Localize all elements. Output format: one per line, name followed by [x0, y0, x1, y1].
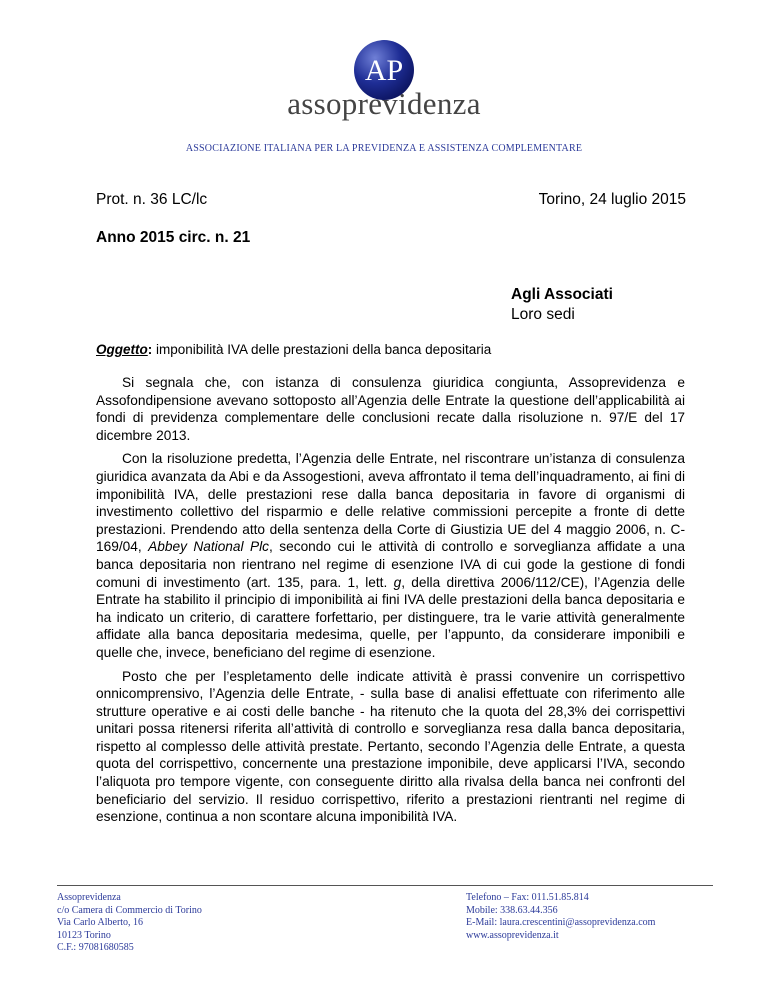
subject-colon: : — [147, 342, 153, 357]
brand-name: assoprevidenza — [287, 86, 481, 121]
subject-line — [96, 342, 491, 357]
footer-contacts — [466, 892, 655, 942]
footer-address — [57, 892, 202, 955]
logo-letters: AP — [364, 54, 404, 87]
footer-left-line: 10123 Torino — [57, 929, 111, 941]
association-name: ASSOCIAZIONE ITALIANA PER LA PREVIDENZA E ASSISTENZA COMPLEMENTARE — [185, 143, 583, 154]
footer-email-link[interactable]: E-Mail: laura.crescentini@assoprevidenza.com — [466, 917, 656, 929]
paragraph-2-text-c: , secondo cui le attività di controllo e sorveglianza affidate a una banca depositaria non rientrano nel regime di esenzione IVA di cui gode la gestione di fondi comuni di investimento (art. 135, para. 1, lett. — [96, 539, 685, 590]
paragraph-3 — [96, 668, 685, 826]
recipient-line-2: Loro sedi — [511, 306, 575, 323]
footer-divider — [57, 885, 713, 886]
paragraph-3-text: Posto che per l’espletamento delle indicate attività è prassi convenire un corrispettivo onnicomprensivo, l’Agenzia delle Entrate, - sulla base di analisi effettuate con riferimento alle strutture operative e ai costi delle banche - ha ritenuto che la quota del 28,3% dei corrispettivi unitari possa ritenersi riferita all’attività di controllo e sorveglianza resa dalla banca depositaria, rispetto al complesso delle attività prestate. Pertanto, secondo l’Agenzia delle Entrate, a questa quota del corrispettivo, concernente una prestazione imponibile, deve applicarsi l’IVA, secondo l’aliquota pro tempore vigente, con conseguente diritto alla rivalsa della banca nei confronti del beneficiario del servizio. Il residuo corrispettivo, riferito a prestazioni rientranti nel regime di esenzione, continua a non scontare alcuna imponibilità IVA. — [96, 668, 685, 825]
paragraph-1-text: Si segnala che, con istanza di consulenza giuridica congiunta, Assoprevidenza e Assofondipensione avevano sottoposto all’Agenzia delle Entrate la questione dell’applicabilità ai fondi di previdenza complementare delle conclusioni recate dalla risoluzione n. 97/E del 17 dicembre 2013. — [96, 375, 685, 443]
paragraph-2-text-e: , della direttiva 2006/112/CE), l’Agenzia delle Entrate ha stabilito il principio di imponibilità ai fini IVA delle prestazioni della banca depositaria e ha indicato un criterio, di carattere forfettario, per distinguere, tra le varie attività generalmente affidate alla banca depositaria medesima, quelle, per l’appunto, da considerare imponibili e quelle che, invece, beneficiano del regime di esenzione. — [96, 574, 685, 660]
subject-label: Oggetto — [96, 342, 148, 357]
subject-text: imponibilità IVA delle prestazioni della banca depositaria — [152, 342, 492, 357]
footer-left-line: Assoprevidenza — [57, 892, 121, 903]
footer-left-line: Via Carlo Alberto, 16 — [57, 917, 144, 929]
letter-body — [96, 374, 685, 832]
footer-website-link[interactable]: www.assoprevidenza.it — [466, 929, 559, 941]
paragraph-1 — [96, 374, 685, 444]
place-date: Torino, 24 luglio 2015 — [538, 191, 686, 208]
letter-g: g — [393, 574, 402, 590]
circular-number: Anno 2015 circ. n. 21 — [96, 229, 251, 246]
paragraph-2 — [96, 450, 685, 661]
protocol-number: Prot. n. 36 LC/lc — [96, 191, 208, 208]
footer-left-line: C.F.: 97081680585 — [57, 942, 134, 954]
recipient-line-1: Agli Associati — [511, 286, 613, 303]
paragraph-2-text-a: Con la risoluzione predetta, l’Agenzia delle Entrate, nel riscontrare un’istanza di consulenza giuridica avanzata da Abi e da Assogestioni, aveva affrontato il tema dell’inquadramento, ai fini di imponibilità IVA, delle prestazioni rese dalla banca depositaria in favore di organismi di investimento collettivo del risparmio e delle relative commissioni percepite a fronte di dette prestazioni. Prendendo atto della sentenza della Corte di Giustizia UE del 4 maggio 2006, n. C-169/04, — [96, 451, 685, 555]
footer-mobile: Mobile: 338.63.44.356 — [466, 904, 558, 916]
footer-phone: Telefono – Fax: 011.51.85.814 — [466, 892, 589, 903]
footer-left-line: c/o Camera di Commercio di Torino — [57, 904, 202, 916]
case-name: Abbey National Plc — [148, 539, 270, 555]
